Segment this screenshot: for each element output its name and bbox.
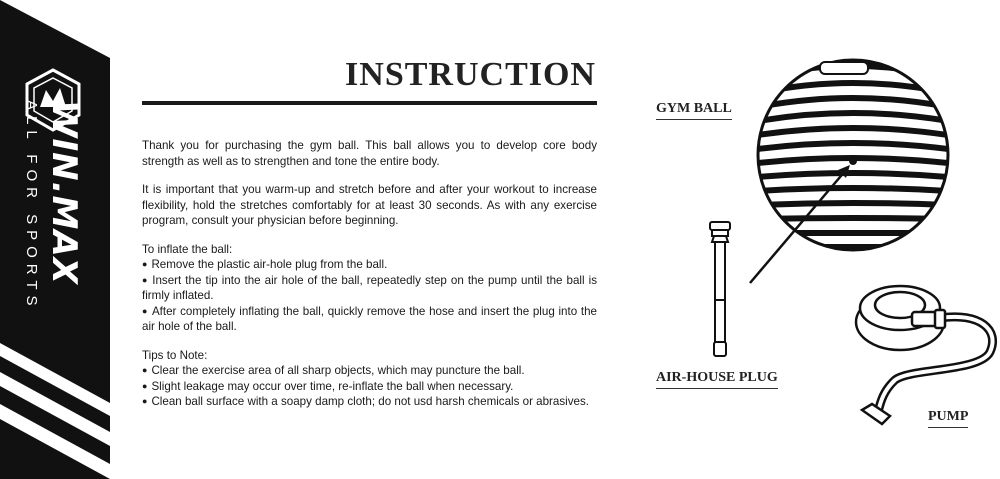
- list-item: ● Insert the tip into the air hole of the ball, repeatedly step on the pump until the ball is firmly inflated.: [142, 273, 597, 302]
- pump-label: PUMP: [928, 409, 968, 428]
- tips-list: [142, 363, 597, 410]
- gym-ball-illustration-icon: [758, 60, 948, 254]
- air-plug-label: AIR-HOUSE PLUG: [656, 370, 778, 389]
- warmup-paragraph: It is important that you warm-up and stretch before and after your workout to increase flexibility, hold the stretches comfortably for at least 30 seconds. As with any exercise program, consult your physician before beginning.: [142, 183, 597, 227]
- inflate-heading: To inflate the ball:: [142, 242, 233, 256]
- tips-heading: Tips to Note:: [142, 348, 208, 362]
- list-item: ● Remove the plastic air-hole plug from the ball.: [142, 258, 388, 271]
- title-underline: [142, 101, 597, 105]
- list-item: ● Clean ball surface with a soapy damp cloth; do not usd harsh chemicals or abrasives.: [142, 395, 590, 408]
- gym-ball-label: GYM BALL: [656, 101, 732, 120]
- list-item: ● Clear the exercise area of all sharp objects, which may puncture the ball.: [142, 364, 525, 377]
- bullet-icon: ●: [142, 365, 148, 375]
- instruction-body: [142, 138, 597, 423]
- brand-name: WIN.MAX: [44, 100, 84, 285]
- brand-tagline: ALL FOR SPORTS: [23, 100, 40, 312]
- intro-paragraph: Thank you for purchasing the gym ball. This ball allows you to develop core body strength as well as to strengthen and tone the entire body.: [142, 139, 597, 168]
- list-item: ● After completely inflating the ball, quickly remove the hose and insert the plug into the air hole of the ball.: [142, 304, 597, 333]
- bullet-icon: ●: [142, 396, 148, 406]
- page-title: INSTRUCTION: [345, 56, 596, 93]
- bullet-icon: ●: [142, 380, 148, 391]
- bullet-icon: ●: [142, 259, 148, 269]
- bullet-icon: ●: [142, 274, 149, 285]
- bullet-icon: ●: [142, 305, 148, 316]
- foot-pump-illustration-icon: [856, 286, 993, 424]
- brand-vertical-text: [22, 100, 82, 312]
- list-item: ● Slight leakage may occur over time, re-inflate the ball when necessary.: [142, 379, 514, 393]
- inflate-steps: [142, 257, 597, 335]
- air-plug-illustration-icon: [710, 222, 730, 356]
